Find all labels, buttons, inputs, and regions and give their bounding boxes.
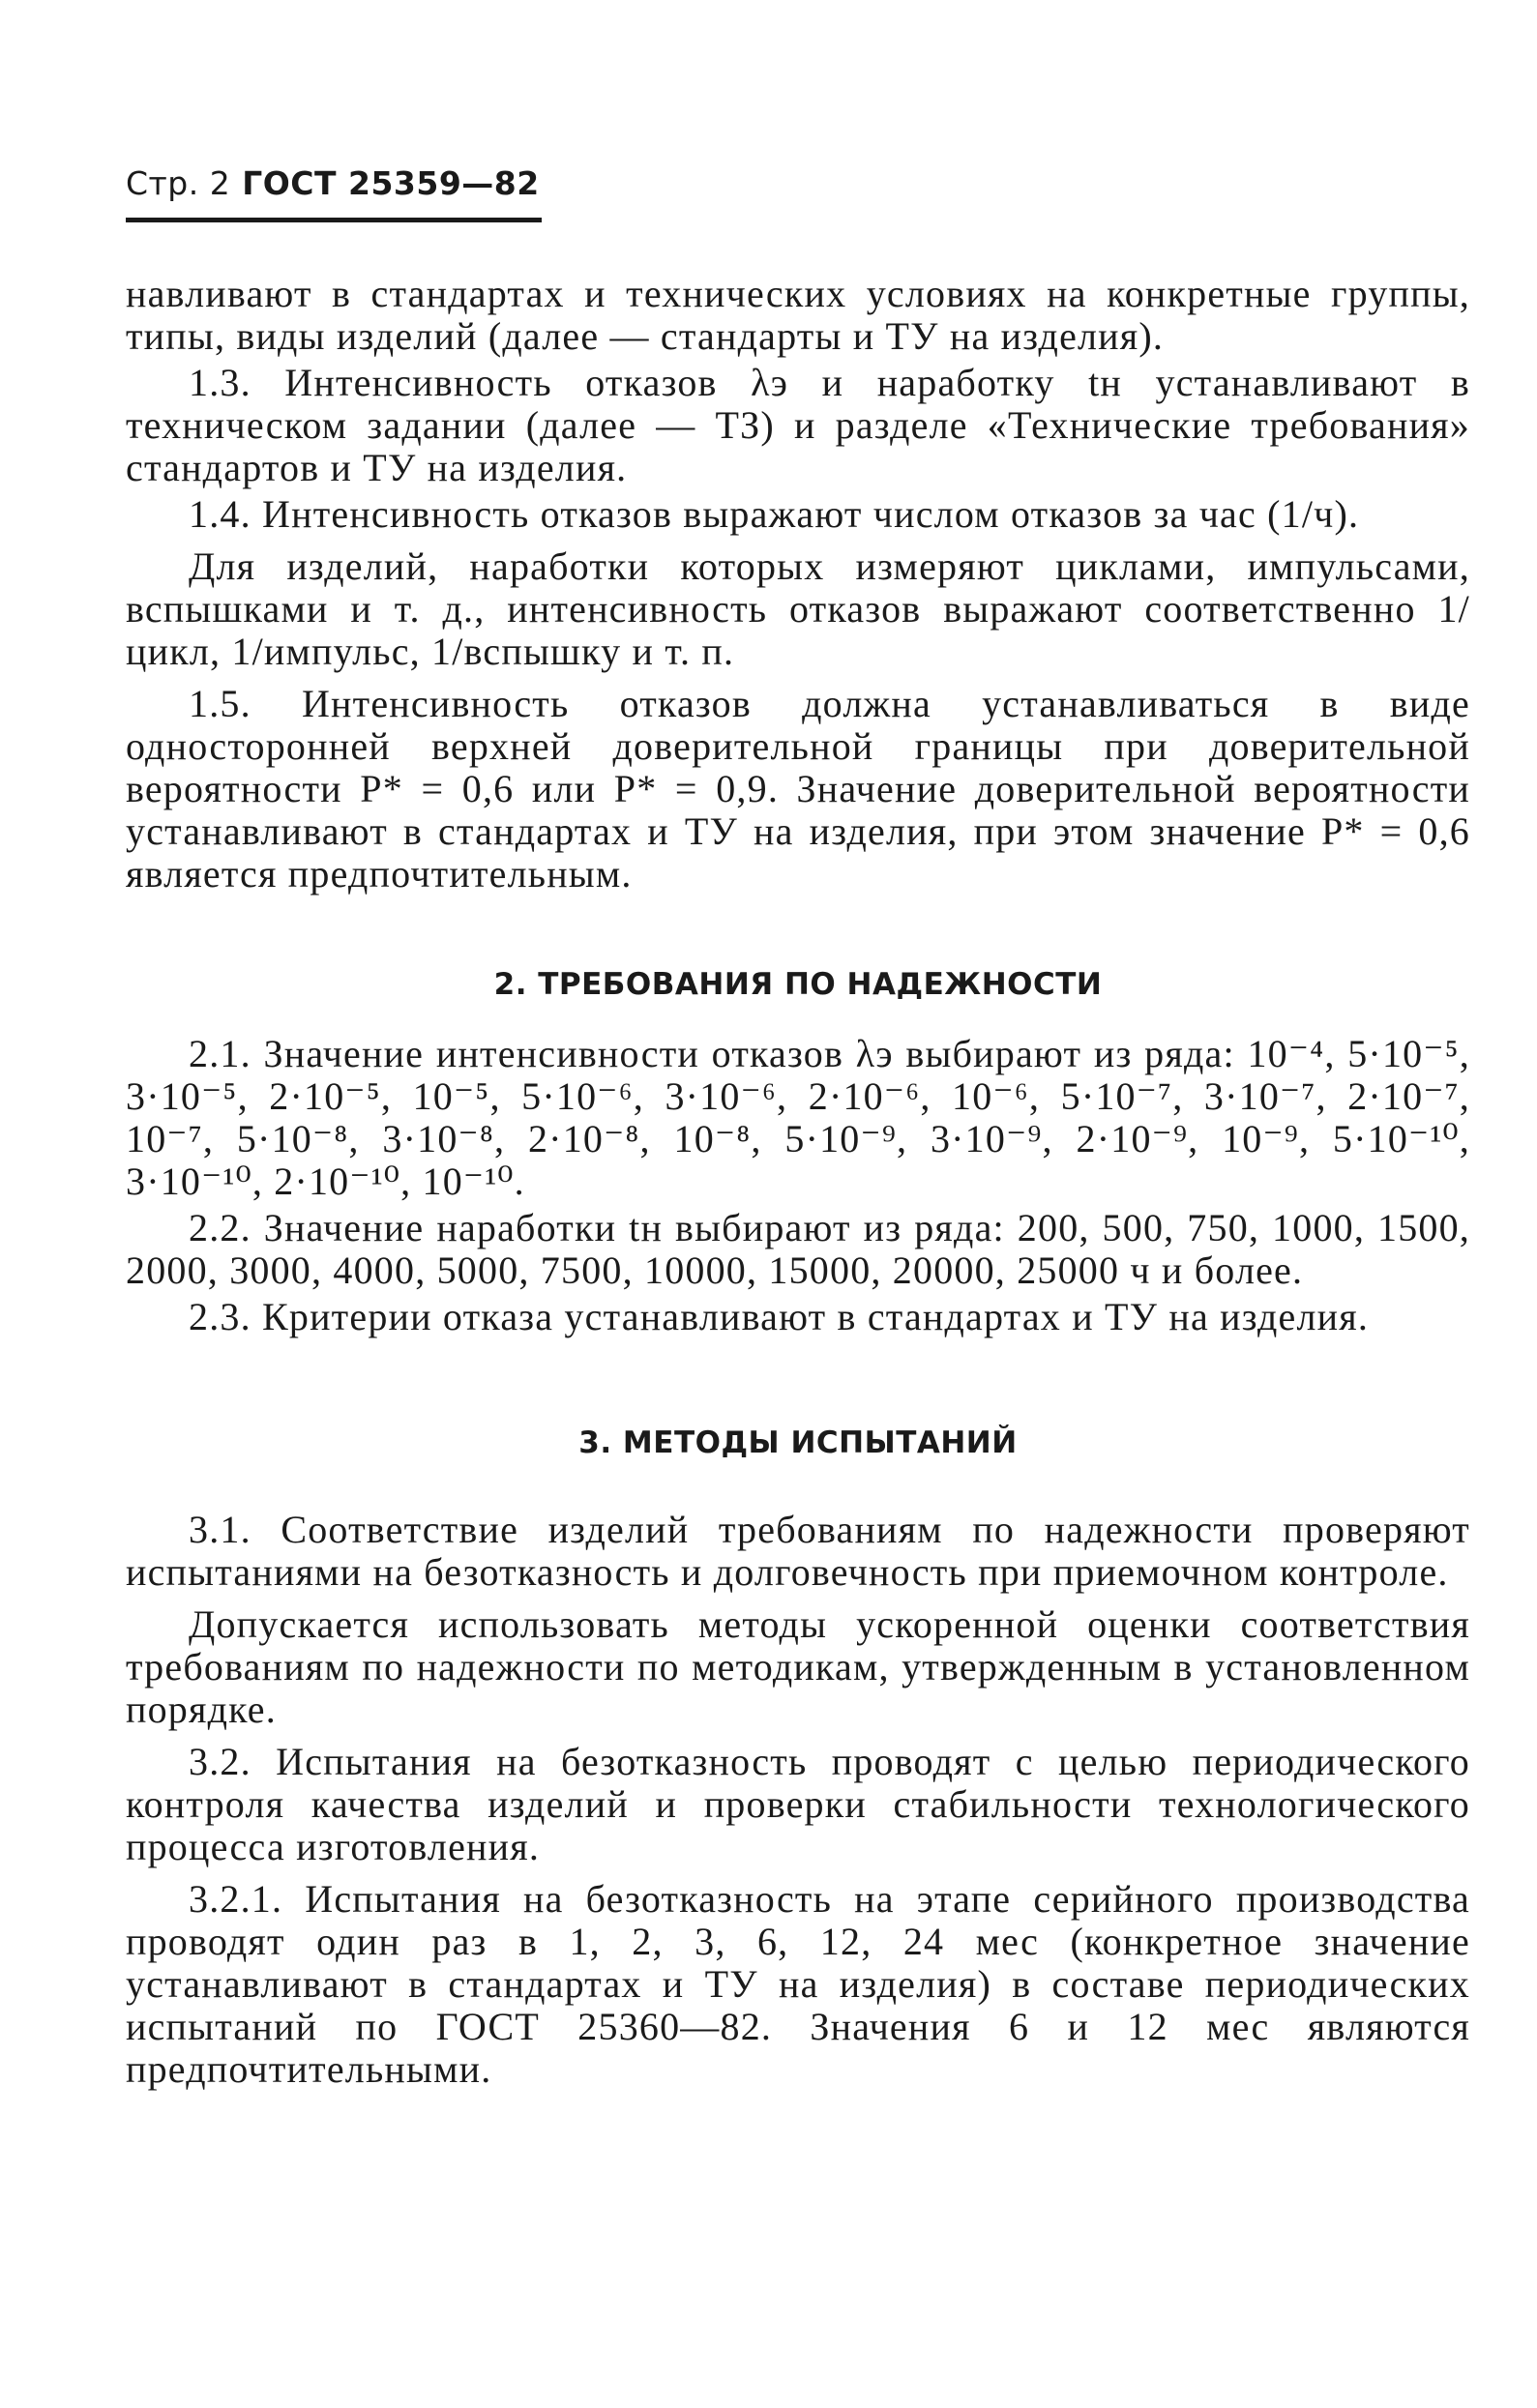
document-body: [126, 273, 1470, 2091]
paragraph-1-4-note: Для изделий, наработки которых измеряют циклами, импульсами, вспышками и т. д., интенсивность отказов выражают соответственно 1/цикл, 1/импульс, 1/вспышку и т. п.: [126, 544, 1470, 673]
paragraph-1-5: 1.5. Интенсивность отказов должна устанавливаться в виде односторонней верхней доверительной границы при доверительной вероятности P* = 0,6 или P* = 0,9. Значение доверительной вероятности устанавливают в стандартах и ТУ на изделия, при этом значение P* = 0,6 является предпочтительным.: [126, 682, 1470, 896]
paragraph-3-1-note: Допускается использовать методы ускоренной оценки соответствия требованиям по надежности по методикам, утвержденным в установленном порядке.: [126, 1602, 1470, 1731]
paragraph-3-1: 3.1. Соответствие изделий требованиям по надежности проверяют испытаниями на безотказность и долговечность при приемочном контроле.: [126, 1508, 1470, 1594]
paragraph-2-3: 2.3. Критерии отказа устанавливают в стандартах и ТУ на изделия.: [189, 1295, 1370, 1338]
paragraph-2-2: 2.2. Значение наработки tн выбирают из ряда: 200, 500, 750, 1000, 1500, 2000, 3000, 4000, 5000, 7500, 10000, 15000, 20000, 25000 ч и более.: [126, 1206, 1470, 1292]
paragraph-3-2: 3.2. Испытания на безотказность проводят с целью периодического контроля качества изделий и проверки стабильности технологического процесса изготовления.: [126, 1740, 1470, 1868]
paragraph-2-1: 2.1. Значение интенсивности отказов λэ выбирают из ряда: 10⁻⁴, 5·10⁻⁵, 3·10⁻⁵, 2·10⁻⁵, 10⁻⁵, 5·10⁻⁶, 3·10⁻⁶, 2·10⁻⁶, 10⁻⁶, 5·10⁻⁷, 3·10⁻⁷, 2·10⁻⁷, 10⁻⁷, 5·10⁻⁸, 3·10⁻⁸, 2·10⁻⁸, 10⁻⁸, 5·10⁻⁹, 3·10⁻⁹, 2·10⁻⁹, 10⁻⁹, 5·10⁻¹⁰, 3·10⁻¹⁰, 2·10⁻¹⁰, 10⁻¹⁰.: [126, 1032, 1470, 1203]
page-number: Стр. 2: [126, 164, 231, 202]
header-rule: [126, 218, 542, 222]
paragraph-1-3: 1.3. Интенсивность отказов λэ и наработку tн устанавливают в техническом задании (далее — ТЗ) и разделе «Технические требования» стандартов и ТУ на изделия.: [126, 361, 1470, 489]
paragraph-3-2-1: 3.2.1. Испытания на безотказность на этапе серийного производства проводят один раз в 1, 2, 3, 6, 12, 24 мес (конкретное значение устанавливают в стандартах и ТУ на изделия) в составе периодических испытаний по ГОСТ 25360—82. Значения 6 и 12 мес являются предпочтительными.: [126, 1877, 1470, 2091]
paragraph-1-4: 1.4. Интенсивность отказов выражают числом отказов за час (1/ч).: [189, 492, 1360, 536]
page-header: [126, 164, 540, 202]
section-3-title: 3. МЕТОДЫ ИСПЫТАНИЙ: [578, 1425, 1018, 1460]
section-2-title: 2. ТРЕБОВАНИЯ ПО НАДЕЖНОСТИ: [493, 967, 1103, 1002]
standard-designation: ГОСТ 25359—82: [242, 164, 540, 202]
paragraph-continuation: навливают в стандартах и технических условиях на конкретные группы, типы, виды изделий (далее — стандарты и ТУ на изделия).: [126, 272, 1470, 358]
